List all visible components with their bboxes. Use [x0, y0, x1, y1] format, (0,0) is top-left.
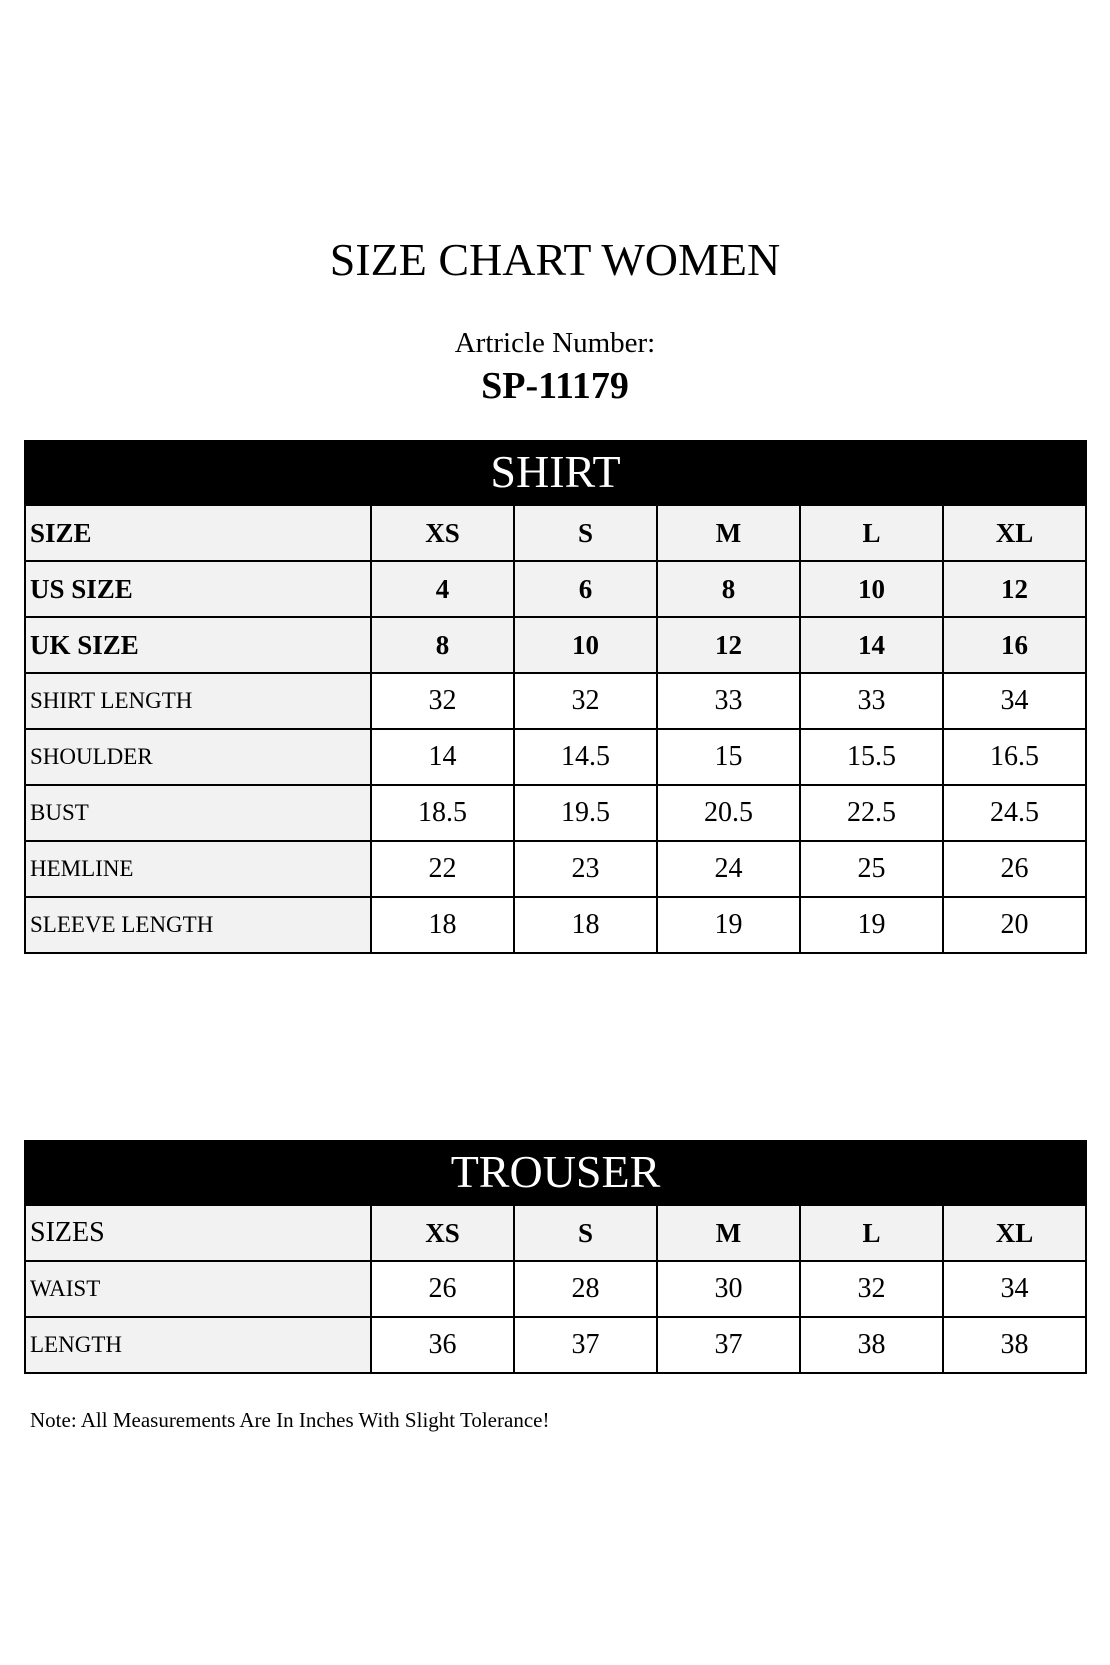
table-cell: 26	[371, 1261, 514, 1317]
article-number: SP-11179	[481, 365, 629, 407]
row-label: BUST	[25, 785, 371, 841]
table-cell: 8	[657, 561, 800, 617]
table-cell: 18.5	[371, 785, 514, 841]
row-label: SLEEVE LENGTH	[25, 897, 371, 953]
table-cell: 34	[943, 1261, 1086, 1317]
size-header: XS	[371, 1205, 514, 1261]
shirt-table	[24, 504, 1087, 954]
table-cell: 32	[514, 673, 657, 729]
size-header: XL	[943, 1205, 1086, 1261]
table-cell: 6	[514, 561, 657, 617]
shirt-size-chart	[24, 440, 1087, 954]
table-cell: 18	[371, 897, 514, 953]
measurement-note: Note: All Measurements Are In Inches With Slight Tolerance!	[30, 1408, 550, 1432]
table-cell: 18	[514, 897, 657, 953]
size-header: L	[800, 1205, 943, 1261]
size-header: L	[800, 505, 943, 561]
table-cell: 36	[371, 1317, 514, 1373]
table-cell: 26	[943, 841, 1086, 897]
table-cell: 28	[514, 1261, 657, 1317]
table-cell: 15.5	[800, 729, 943, 785]
table-cell: 38	[800, 1317, 943, 1373]
trouser-size-chart	[24, 1140, 1087, 1374]
size-header: M	[657, 1205, 800, 1261]
table-cell: 19.5	[514, 785, 657, 841]
table-cell: 19	[800, 897, 943, 953]
table-cell: 14	[800, 617, 943, 673]
table-row	[25, 617, 1086, 673]
table-cell: 37	[514, 1317, 657, 1373]
sizes-label: SIZES	[25, 1205, 371, 1261]
table-cell: 8	[371, 617, 514, 673]
table-row	[25, 1261, 1086, 1317]
article-number-label: Artricle Number:	[454, 327, 656, 359]
row-label: US SIZE	[25, 561, 371, 617]
page-title: SIZE CHART WOMEN	[329, 234, 781, 285]
shirt-header: SHIRT	[24, 440, 1087, 504]
row-label: LENGTH	[25, 1317, 371, 1373]
size-header: XS	[371, 505, 514, 561]
table-cell: 37	[657, 1317, 800, 1373]
table-cell: 30	[657, 1261, 800, 1317]
table-cell: 19	[657, 897, 800, 953]
table-row	[25, 785, 1086, 841]
table-row	[25, 1205, 1086, 1261]
table-cell: 15	[657, 729, 800, 785]
size-header: XL	[943, 505, 1086, 561]
table-cell: 34	[943, 673, 1086, 729]
table-cell: 24.5	[943, 785, 1086, 841]
row-label: HEMLINE	[25, 841, 371, 897]
row-label: SHOULDER	[25, 729, 371, 785]
table-cell: 32	[800, 1261, 943, 1317]
table-cell: 24	[657, 841, 800, 897]
row-label: SHIRT LENGTH	[25, 673, 371, 729]
table-cell: 12	[657, 617, 800, 673]
table-cell: 23	[514, 841, 657, 897]
table-cell: 4	[371, 561, 514, 617]
table-cell: 22.5	[800, 785, 943, 841]
table-cell: 14	[371, 729, 514, 785]
row-label: UK SIZE	[25, 617, 371, 673]
table-cell: 33	[657, 673, 800, 729]
table-cell: 33	[800, 673, 943, 729]
table-row	[25, 673, 1086, 729]
size-label: SIZE	[25, 505, 371, 561]
table-cell: 16	[943, 617, 1086, 673]
table-cell: 22	[371, 841, 514, 897]
table-cell: 25	[800, 841, 943, 897]
table-cell: 16.5	[943, 729, 1086, 785]
size-header: S	[514, 505, 657, 561]
table-cell: 20	[943, 897, 1086, 953]
trouser-header: TROUSER	[24, 1140, 1087, 1204]
table-row	[25, 505, 1086, 561]
table-cell: 38	[943, 1317, 1086, 1373]
table-row	[25, 561, 1086, 617]
size-header: S	[514, 1205, 657, 1261]
size-header: M	[657, 505, 800, 561]
table-cell: 32	[371, 673, 514, 729]
table-row	[25, 841, 1086, 897]
table-cell: 20.5	[657, 785, 800, 841]
row-label: WAIST	[25, 1261, 371, 1317]
table-row	[25, 729, 1086, 785]
trouser-table	[24, 1204, 1087, 1374]
table-cell: 10	[514, 617, 657, 673]
table-cell: 12	[943, 561, 1086, 617]
table-cell: 14.5	[514, 729, 657, 785]
table-cell: 10	[800, 561, 943, 617]
table-row	[25, 1317, 1086, 1373]
table-row	[25, 897, 1086, 953]
